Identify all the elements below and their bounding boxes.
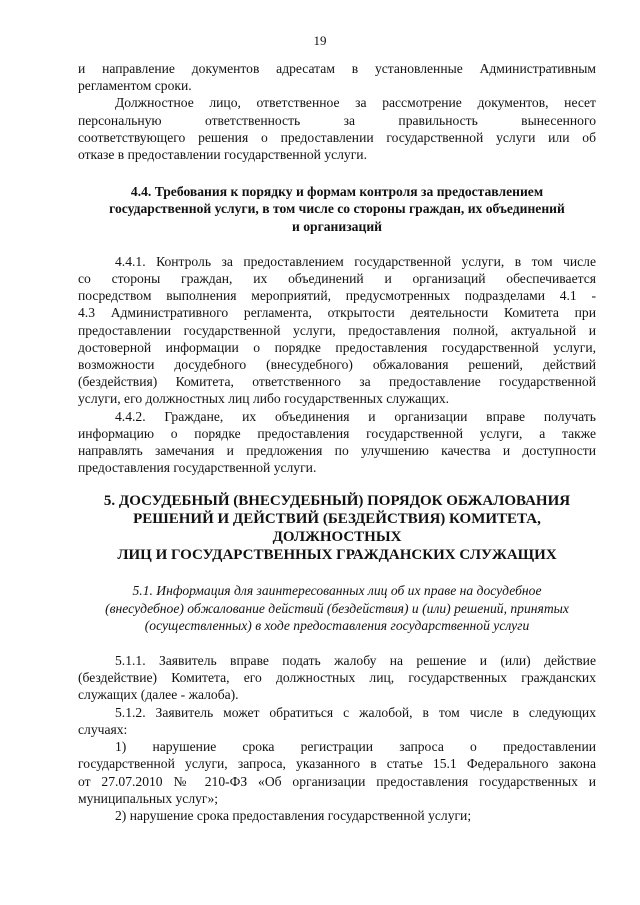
- text-line: регламентом сроки.: [78, 78, 192, 94]
- text-line: муниципальных услуг»;: [78, 790, 219, 806]
- text-line: соответствующего решения о предоставлении государственной услуги или об: [78, 129, 596, 145]
- text-line: от 27.07.2010 № 210-ФЗ «Об организации предоставления государственных и: [78, 773, 596, 789]
- text-line: персональную ответственность за правильность вынесенного: [78, 112, 596, 128]
- paragraph-4-4-1: [78, 253, 596, 408]
- subheading-line: (осуществленных) в ходе предоставления государственной услуги: [144, 617, 530, 633]
- text-line: 4.3 Административного регламента, открытости деятельности Комитета при: [78, 305, 596, 321]
- text-line: предоставления государственной услуги.: [78, 460, 317, 476]
- text-line: Должностное лицо, ответственное за рассмотрение документов, несет: [115, 95, 596, 111]
- text-line: и направление документов адресатам в установленные Административным: [78, 61, 596, 76]
- text-line: случаях:: [78, 721, 128, 737]
- list-item: 2) нарушение срока предоставления государственной услуги;: [115, 807, 472, 823]
- document-body: [78, 60, 596, 824]
- text-line: 5.1.2. Заявитель может обратиться с жалобой, в том числе в следующих: [115, 704, 596, 720]
- text-line: 1) нарушение срока регистрации запроса о предоставлении: [115, 739, 596, 755]
- text-line: направлять замечания и предложения по улучшению качества и доступности: [78, 443, 596, 459]
- text-line: отказе в предоставлении государственной услуги.: [78, 147, 367, 163]
- paragraph-5-1-1: [78, 652, 596, 704]
- text-line: посредством выполнения мероприятий, предусмотренных подразделами 4.1 -: [78, 288, 596, 304]
- heading-line: государственной услуги, в том числе со стороны граждан, их объединений: [109, 201, 565, 217]
- list-item: [78, 738, 596, 807]
- text-line: достоверной информации о порядке предоставления государственной услуги,: [78, 339, 596, 355]
- heading-line: ЛИЦ И ГОСУДАРСТВЕННЫХ ГРАЖДАНСКИХ СЛУЖАЩИХ: [117, 547, 557, 564]
- subsection-5-1-heading: [78, 582, 596, 634]
- heading-line: 5. ДОСУДЕБНЫЙ (ВНЕСУДЕБНЫЙ) ПОРЯДОК ОБЖАЛОВАНИЯ: [103, 493, 571, 510]
- heading-line: ДОЛЖНОСТНЫХ: [272, 529, 402, 546]
- heading-line: и организаций: [292, 218, 382, 234]
- text-line: 4.4.1. Контроль за предоставлением государственной услуги, в том числе: [115, 253, 596, 269]
- subheading-line: (внесудебное) обжалование действий (бездействия) и (или) решений, принятых: [105, 600, 569, 616]
- text-line: 4.4.2. Граждане, их объединения и организации вправе получать: [115, 408, 596, 424]
- text-line: служащих (далее - жалоба).: [78, 687, 239, 703]
- heading-line: 4.4. Требования к порядку и формам контроля за предоставлением: [130, 184, 544, 200]
- text-line: (бездействия) Комитета, ответственного за предоставление государственной: [78, 374, 596, 390]
- section-5-heading: [78, 492, 596, 564]
- paragraph-5-1-2: [78, 704, 596, 738]
- text-line: информацию о порядке предоставления государственной услуги, а также: [78, 425, 596, 441]
- text-line: (бездействие) Комитета, его должностных лиц, государственных гражданских: [78, 670, 596, 686]
- text-line: возможности досудебного (внесудебного) обжалования решений, действий: [78, 357, 596, 373]
- text-line: 5.1.1. Заявитель вправе подать жалобу на решение и (или) действие: [115, 653, 596, 669]
- heading-line: РЕШЕНИЙ И ДЕЙСТВИЙ (БЕЗДЕЙСТВИЯ) КОМИТЕТА,: [133, 511, 541, 528]
- text-line: предоставлении государственной услуги, предоставления полной, актуальной и: [78, 322, 596, 338]
- text-line: услуги, его должностных лиц либо государственных служащих.: [78, 391, 450, 407]
- text-line: государственной услуги, запроса, указанного в статье 15.1 Федерального закона: [78, 756, 596, 772]
- subheading-line: 5.1. Информация для заинтересованных лиц об их праве на досудебное: [132, 583, 542, 599]
- paragraph-4-4-2: [78, 408, 596, 477]
- section-4-4-heading: [78, 183, 596, 235]
- text-line: со стороны граждан, их объединений и организаций обеспечивается: [78, 271, 596, 287]
- page-number: 19: [313, 33, 327, 48]
